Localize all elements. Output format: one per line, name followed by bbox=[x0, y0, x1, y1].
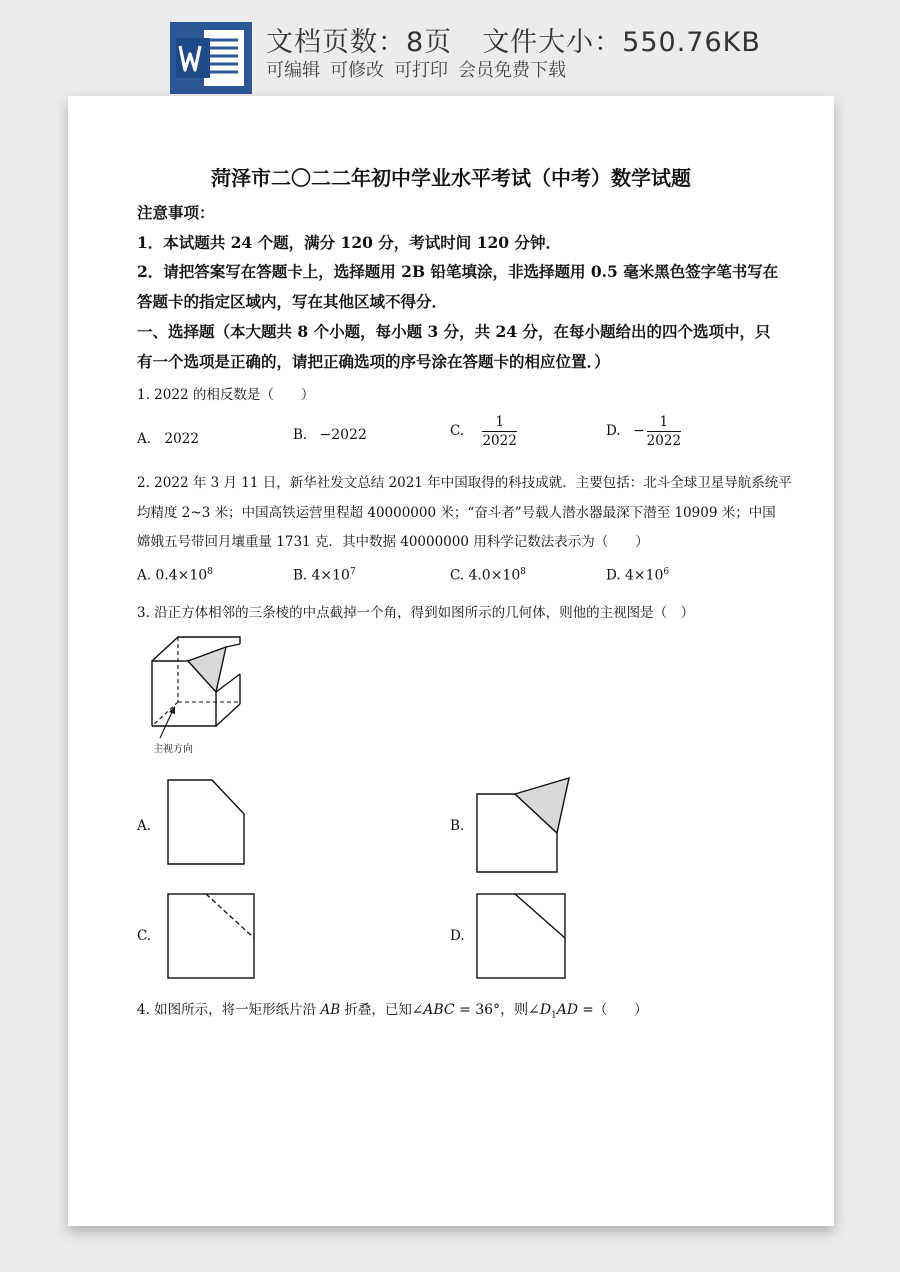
q1-option-b bbox=[293, 427, 367, 443]
q1-c-fraction bbox=[482, 414, 516, 449]
q1-b-label: B. bbox=[293, 427, 308, 443]
q2-option-b bbox=[293, 567, 356, 584]
q1-c-label: C. bbox=[450, 423, 465, 439]
q2-b-exponent: 7 bbox=[349, 567, 356, 577]
q1-d-sign: − bbox=[632, 423, 645, 439]
q1-c-denominator: 2022 bbox=[482, 433, 517, 449]
q2-stem-line2: 均精度 2~3 米；中国高铁运营里程超 40000000 米；“奋斗者”号载人潜水器最深下潜至 10909 米；中国 bbox=[137, 505, 776, 521]
q3-option-d-figure bbox=[475, 892, 567, 980]
q2-d-exponent: 6 bbox=[663, 567, 670, 577]
q2-a-label: A. bbox=[137, 567, 152, 584]
banner-stats bbox=[266, 20, 761, 59]
q3-cube-figure bbox=[140, 634, 250, 756]
q2-c-label: C. bbox=[450, 567, 465, 584]
q1-d-fraction bbox=[647, 414, 681, 449]
q3-option-a-label: A. bbox=[137, 818, 152, 834]
q1-c-numerator: 1 bbox=[482, 414, 516, 432]
q1-d-numerator: 1 bbox=[647, 414, 681, 432]
q2-c-exponent: 8 bbox=[520, 567, 526, 577]
q2-option-c bbox=[450, 567, 526, 584]
q1-a-label: A． bbox=[137, 431, 161, 447]
banner-features bbox=[266, 56, 566, 82]
q4-angle-value: = 36°，则∠ bbox=[454, 1002, 540, 1018]
notice-heading: 注意事项： bbox=[137, 203, 215, 222]
q2-b-base: 4×10 bbox=[311, 567, 350, 584]
q3-option-c-label: C. bbox=[137, 928, 152, 944]
q2-d-label: D. bbox=[606, 567, 621, 584]
page-count: 文档页数：8页 bbox=[266, 27, 453, 58]
document-info-banner bbox=[0, 0, 900, 96]
feature-modifiable: 可修改 bbox=[330, 60, 384, 81]
q4-stem-pre: 4. 如图所示，将一矩形纸片沿 bbox=[137, 1002, 321, 1018]
document-page bbox=[68, 96, 834, 1226]
q3-option-a-figure bbox=[166, 778, 248, 866]
q1-stem: 1. 2022 的相反数是（ ） bbox=[137, 387, 315, 403]
notice-2-line2: 答题卡的指定区域内，写在其他区域不得分． bbox=[137, 292, 448, 311]
q4-segment-ad: AD bbox=[556, 1002, 579, 1018]
feature-printable: 可打印 bbox=[394, 60, 448, 81]
section-heading-line2: 有一个选项是正确的，请把正确选项的序号涂在答题卡的相应位置．） bbox=[137, 352, 610, 371]
notice-2-line1: 2．请把答案写在答题卡上，选择题用 2B 铅笔填涂，非选择题用 0.5 毫米黑色签字笔书写在 bbox=[137, 262, 779, 281]
q4-stem bbox=[137, 998, 648, 1021]
q2-d-base: 4×10 bbox=[624, 567, 664, 584]
q4-angle-abc: ABC bbox=[423, 1002, 455, 1018]
q2-option-d bbox=[606, 567, 669, 584]
file-size: 文件大小：550.76KB bbox=[482, 27, 761, 58]
feature-editable: 可编辑 bbox=[266, 60, 320, 81]
q1-b-value: −2022 bbox=[319, 427, 367, 443]
q3-option-b-label: B. bbox=[450, 818, 465, 834]
q2-a-base: 0.4×10 bbox=[155, 567, 208, 584]
q4-stem-end: =（ ） bbox=[578, 1002, 648, 1018]
q3-stem: 3. 沿正方体相邻的三条棱的中点截掉一个角，得到如图所示的几何体，则他的主视图是（ ） bbox=[137, 605, 695, 621]
q4-point-d: D bbox=[539, 1002, 552, 1018]
q3-option-d-label: D. bbox=[450, 928, 465, 944]
q3-cut-face bbox=[188, 647, 226, 692]
q3-option-c-figure bbox=[166, 892, 256, 980]
q1-d-label: D. bbox=[606, 423, 621, 439]
q2-a-exponent: 8 bbox=[207, 567, 213, 577]
q1-option-c bbox=[450, 414, 517, 449]
q3-option-b-figure bbox=[475, 776, 573, 876]
notice-1: 1．本试题共 24 个题，满分 120 分，考试时间 120 分钟． bbox=[137, 233, 561, 252]
q2-b-label: B. bbox=[293, 567, 308, 584]
q2-option-a bbox=[137, 567, 213, 584]
q1-d-denominator: 2022 bbox=[646, 433, 682, 449]
feature-member-download: 会员免费下载 bbox=[458, 60, 566, 81]
section-heading-line1: 一、选择题（本大题共 8 个小题，每小题 3 分，共 24 分，在每小题给出的四个选项中，只 bbox=[137, 322, 771, 341]
q1-a-value: 2022 bbox=[164, 431, 199, 447]
q4-segment-ab: AB bbox=[320, 1002, 341, 1018]
q4-stem-mid: 折叠，已知∠ bbox=[340, 1002, 424, 1018]
q1-option-d bbox=[606, 414, 681, 449]
q1-option-a bbox=[137, 427, 199, 447]
exam-title: 菏泽市二〇二二年初中学业水平考试（中考）数学试题 bbox=[211, 166, 691, 190]
q3-figure-caption: 主视方向 bbox=[153, 744, 193, 755]
q2-stem-line1: 2. 2022 年 3 月 11 日，新华社发文总结 2021 年中国取得的科技成就．主要包括：北斗全球卫星导航系统平 bbox=[137, 475, 792, 491]
q2-c-base: 4.0×10 bbox=[468, 567, 521, 584]
q4-point-d-subscript: 1 bbox=[551, 1010, 557, 1021]
word-document-icon bbox=[170, 22, 252, 94]
q2-stem-line3: 嫦娥五号带回月壤重量 1731 克．其中数据 40000000 用科学记数法表示为（ ） bbox=[137, 534, 649, 550]
